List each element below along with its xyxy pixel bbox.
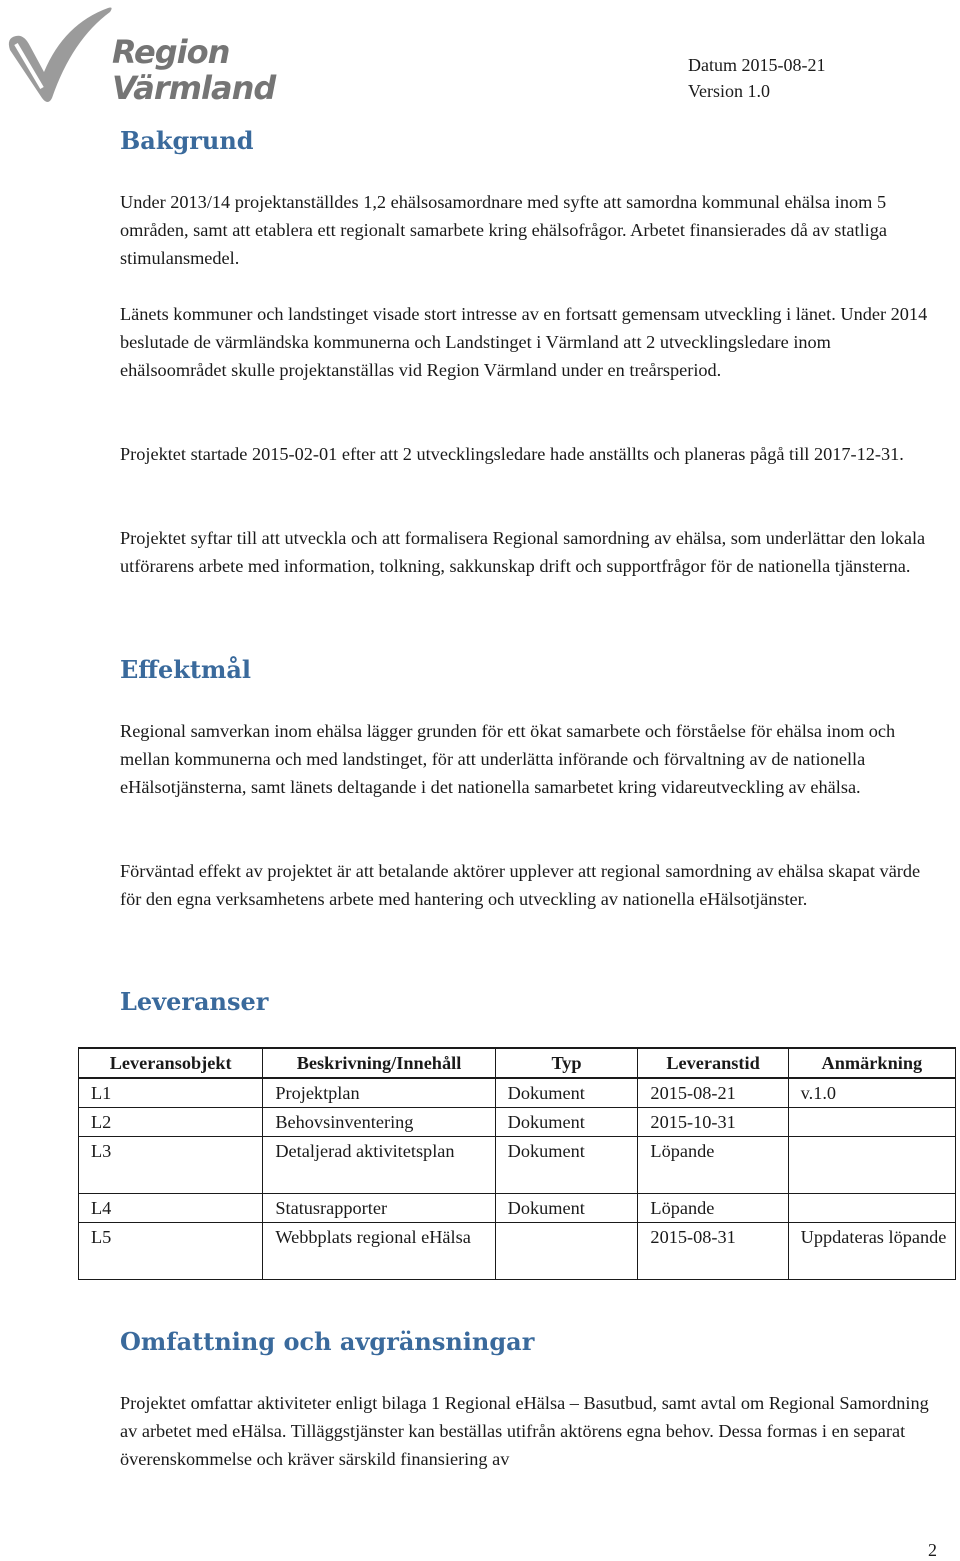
deliverables-table bbox=[78, 1047, 956, 1280]
region-varmland-logo bbox=[4, 6, 284, 106]
omfattning-paragraph-1: Projektet omfattar aktiviteter enligt bilaga 1 Regional eHälsa – Basutbud, samt avtal om Regional Samordning av arbetet med eHälsa. Tilläggstjänster kan beställas utifrån aktörens egna behov. Dessa formas i en separat överenskommelse och kräver särskild finansiering av bbox=[120, 1393, 929, 1469]
table-row bbox=[79, 1108, 956, 1137]
table-cell: L1 bbox=[79, 1078, 263, 1108]
logo-wordmark bbox=[112, 34, 275, 106]
table-row bbox=[79, 1194, 956, 1223]
checkmark-logo-icon bbox=[4, 6, 114, 106]
table-cell bbox=[788, 1194, 955, 1223]
table-cell: Dokument bbox=[495, 1137, 638, 1194]
table-cell: Uppdateras löpande bbox=[788, 1223, 955, 1280]
table-cell: L5 bbox=[79, 1223, 263, 1280]
table-cell bbox=[495, 1223, 638, 1280]
table-cell: Statusrapporter bbox=[263, 1194, 495, 1223]
table-cell: Löpande bbox=[638, 1137, 788, 1194]
logo-line-2: Värmland bbox=[112, 69, 276, 107]
table-row bbox=[79, 1078, 956, 1108]
table-cell: Projektplan bbox=[263, 1078, 495, 1108]
table-row bbox=[79, 1137, 956, 1194]
column-header: Leveranstid bbox=[638, 1048, 788, 1078]
bakgrund-paragraph-1: Under 2013/14 projektanställdes 1,2 ehälsosamordnare med syfte att samordna kommunal ehälsa inom 5 områden, samt att etablera ett regionalt samarbete kring ehälsofrågor. Arbetet finansierades då av statliga stimulansmedel. bbox=[120, 192, 887, 268]
table-cell: L3 bbox=[79, 1137, 263, 1194]
column-header: Beskrivning/Innehåll bbox=[263, 1048, 495, 1078]
page-number: 2 bbox=[928, 1540, 937, 1560]
table-cell: Dokument bbox=[495, 1108, 638, 1137]
heading-effektmal: Effektmål bbox=[120, 655, 252, 684]
table-cell: Dokument bbox=[495, 1194, 638, 1223]
document-version: Version 1.0 bbox=[688, 81, 770, 101]
table-cell: Detaljerad aktivitetsplan bbox=[263, 1137, 495, 1194]
table-cell: Dokument bbox=[495, 1078, 638, 1108]
document-date: Datum 2015-08-21 bbox=[688, 55, 826, 75]
table-cell: v.1.0 bbox=[788, 1078, 955, 1108]
table-row bbox=[79, 1223, 956, 1280]
table-cell: 2015-08-21 bbox=[638, 1078, 788, 1108]
column-header: Leveransobjekt bbox=[79, 1048, 263, 1078]
heading-omfattning: Omfattning och avgränsningar bbox=[120, 1327, 535, 1356]
heading-leveranser: Leveranser bbox=[120, 987, 269, 1016]
table-cell: Webbplats regional eHälsa bbox=[263, 1223, 495, 1280]
table-cell: L4 bbox=[79, 1194, 263, 1223]
logo-line-1: Region bbox=[112, 33, 230, 71]
table-cell bbox=[788, 1137, 955, 1194]
column-header: Typ bbox=[495, 1048, 638, 1078]
table-cell bbox=[788, 1108, 955, 1137]
column-header: Anmärkning bbox=[788, 1048, 955, 1078]
table-cell: 2015-10-31 bbox=[638, 1108, 788, 1137]
heading-bakgrund: Bakgrund bbox=[120, 126, 254, 155]
bakgrund-paragraph-3: Projektet startade 2015-02-01 efter att 2 utvecklingsledare hade anställts och planeras pågå till 2017-12-31. bbox=[120, 444, 904, 464]
effektmal-paragraph-2: Förväntad effekt av projektet är att betalande aktörer upplever att regional samordning av ehälsa skapat värde för den egna verksamhetens arbete med hantering och utveckling av nationella eHälsotjänster. bbox=[120, 861, 921, 909]
table-header-row bbox=[79, 1048, 956, 1078]
table-cell: L2 bbox=[79, 1108, 263, 1137]
document-meta bbox=[688, 52, 825, 104]
table-cell: 2015-08-31 bbox=[638, 1223, 788, 1280]
bakgrund-paragraph-2: Länets kommuner och landstinget visade stort intresse av en fortsatt gemensam utveckling i länet. Under 2014 beslutade de värmländska kommunerna och Landstinget i Värmland att 2 utvecklingsledare inom ehälsoområdet skulle projektanställas vid Region Värmland under en treårsperiod. bbox=[120, 304, 928, 380]
table-cell: Behovsinventering bbox=[263, 1108, 495, 1137]
table-cell: Löpande bbox=[638, 1194, 788, 1223]
bakgrund-paragraph-4: Projektet syftar till att utveckla och att formalisera Regional samordning av ehälsa, som underlättar den lokala utförarens arbete med information, tolkning, sakkunskap drift och supportfrågor för de nationella tjänsterna. bbox=[120, 528, 926, 576]
effektmal-paragraph-1: Regional samverkan inom ehälsa lägger grunden för ett ökat samarbete och förståelse för ehälsa inom och mellan kommunerna och med landstinget, för att underlätta införande och förvaltning av de nationella eHälsotjänsterna, samt länets deltagande i det nationella samarbetet kring vidareutveckling av ehälsa. bbox=[120, 721, 896, 797]
